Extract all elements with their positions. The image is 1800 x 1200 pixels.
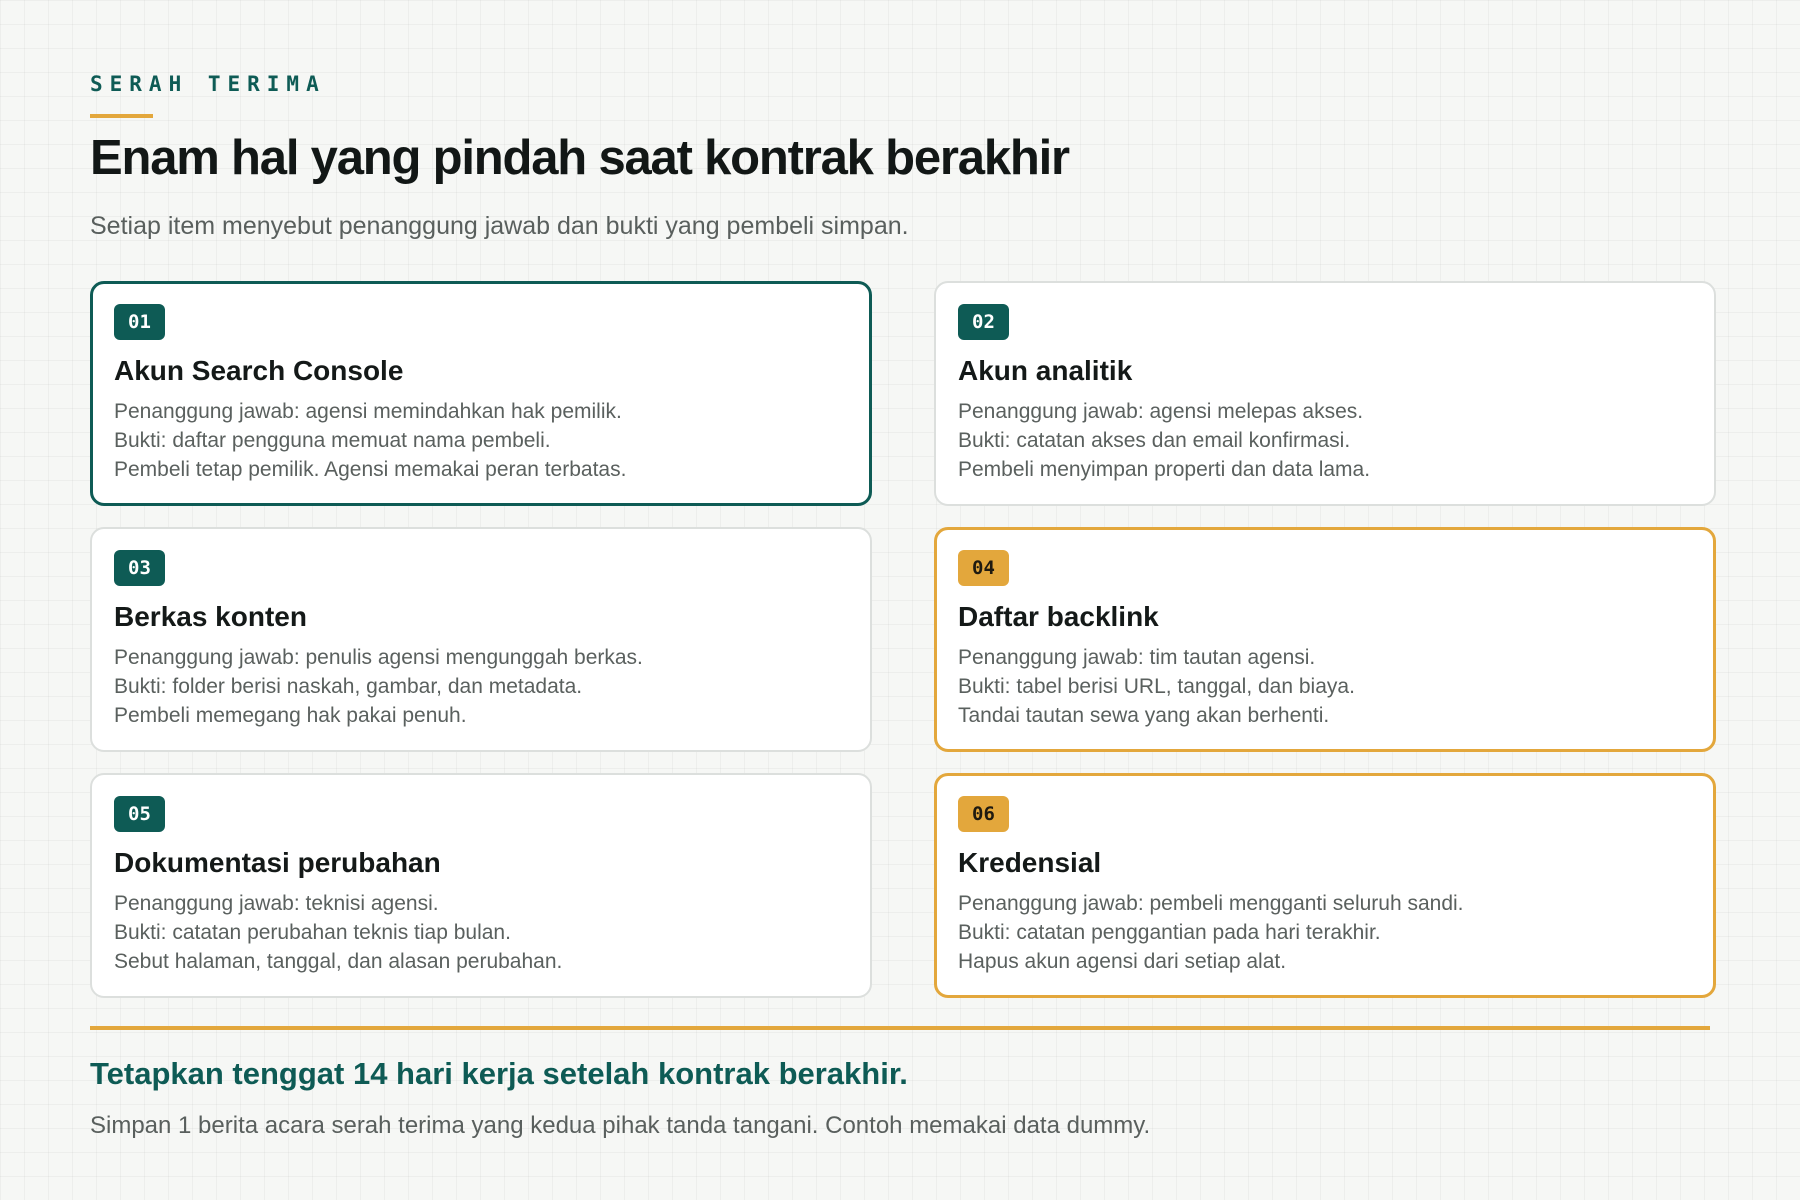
card-title: Kredensial (958, 847, 1102, 878)
card-owner-line: Penanggung jawab: tim tautan agensi. (958, 646, 1316, 669)
card-proof-line: Bukti: folder berisi naskah, gambar, dan metadata. (114, 675, 583, 698)
card-number-badge: 05 (114, 796, 165, 832)
card-number-badge: 02 (958, 304, 1009, 340)
eyebrow-underline (90, 114, 153, 118)
card-title: Akun Search Console (114, 355, 404, 386)
card-content-files (90, 527, 872, 752)
card-proof-line: Bukti: catatan akses dan email konfirmasi. (958, 429, 1351, 452)
card-number-badge: 03 (114, 550, 165, 586)
footer-note: Simpan 1 berita acara serah terima yang kedua pihak tanda tangani. Contoh memakai data dummy. (90, 1112, 1151, 1139)
card-title: Akun analitik (958, 355, 1133, 386)
deadline-statement: Tetapkan tenggat 14 hari kerja setelah kontrak berakhir. (90, 1056, 908, 1091)
card-number-badge: 04 (958, 550, 1009, 586)
card-title: Berkas konten (114, 601, 307, 632)
page-subtitle: Setiap item menyebut penanggung jawab dan bukti yang pembeli simpan. (90, 212, 909, 240)
page-title: Enam hal yang pindah saat kontrak berakhir (90, 131, 1069, 185)
handover-card-grid (90, 281, 1710, 999)
card-number-badge: 01 (114, 304, 165, 340)
card-owner-line: Penanggung jawab: pembeli mengganti seluruh sandi. (958, 892, 1464, 915)
handover-page (90, 0, 1710, 1200)
card-owner-line: Penanggung jawab: teknisi agensi. (114, 892, 439, 915)
card-note-line: Hapus akun agensi dari setiap alat. (958, 950, 1287, 973)
card-note-line: Tandai tautan sewa yang akan berhenti. (958, 704, 1330, 727)
card-proof-line: Bukti: daftar pengguna memuat nama pembeli. (114, 429, 551, 452)
card-proof-line: Bukti: catatan penggantian pada hari terakhir. (958, 921, 1381, 944)
card-note-line: Pembeli tetap pemilik. Agensi memakai peran terbatas. (114, 458, 627, 481)
footer-divider (90, 1026, 1710, 1030)
card-owner-line: Penanggung jawab: agensi memindahkan hak pemilik. (114, 400, 622, 423)
card-proof-line: Bukti: catatan perubahan teknis tiap bulan. (114, 921, 511, 944)
card-title: Dokumentasi perubahan (114, 847, 441, 878)
card-note-line: Pembeli memegang hak pakai penuh. (114, 704, 467, 727)
card-search-console (90, 281, 872, 506)
card-proof-line: Bukti: tabel berisi URL, tanggal, dan biaya. (958, 675, 1355, 698)
eyebrow-label: SERAH TERIMA (90, 72, 326, 96)
card-number-badge: 06 (958, 796, 1009, 832)
card-change-docs (90, 773, 872, 998)
card-backlinks (934, 527, 1716, 752)
card-note-line: Sebut halaman, tanggal, dan alasan perubahan. (114, 950, 563, 973)
card-credentials (934, 773, 1716, 998)
card-note-line: Pembeli menyimpan properti dan data lama. (958, 458, 1371, 481)
card-title: Daftar backlink (958, 601, 1159, 632)
card-analytics (934, 281, 1716, 506)
card-owner-line: Penanggung jawab: penulis agensi mengunggah berkas. (114, 646, 643, 669)
card-owner-line: Penanggung jawab: agensi melepas akses. (958, 400, 1364, 423)
